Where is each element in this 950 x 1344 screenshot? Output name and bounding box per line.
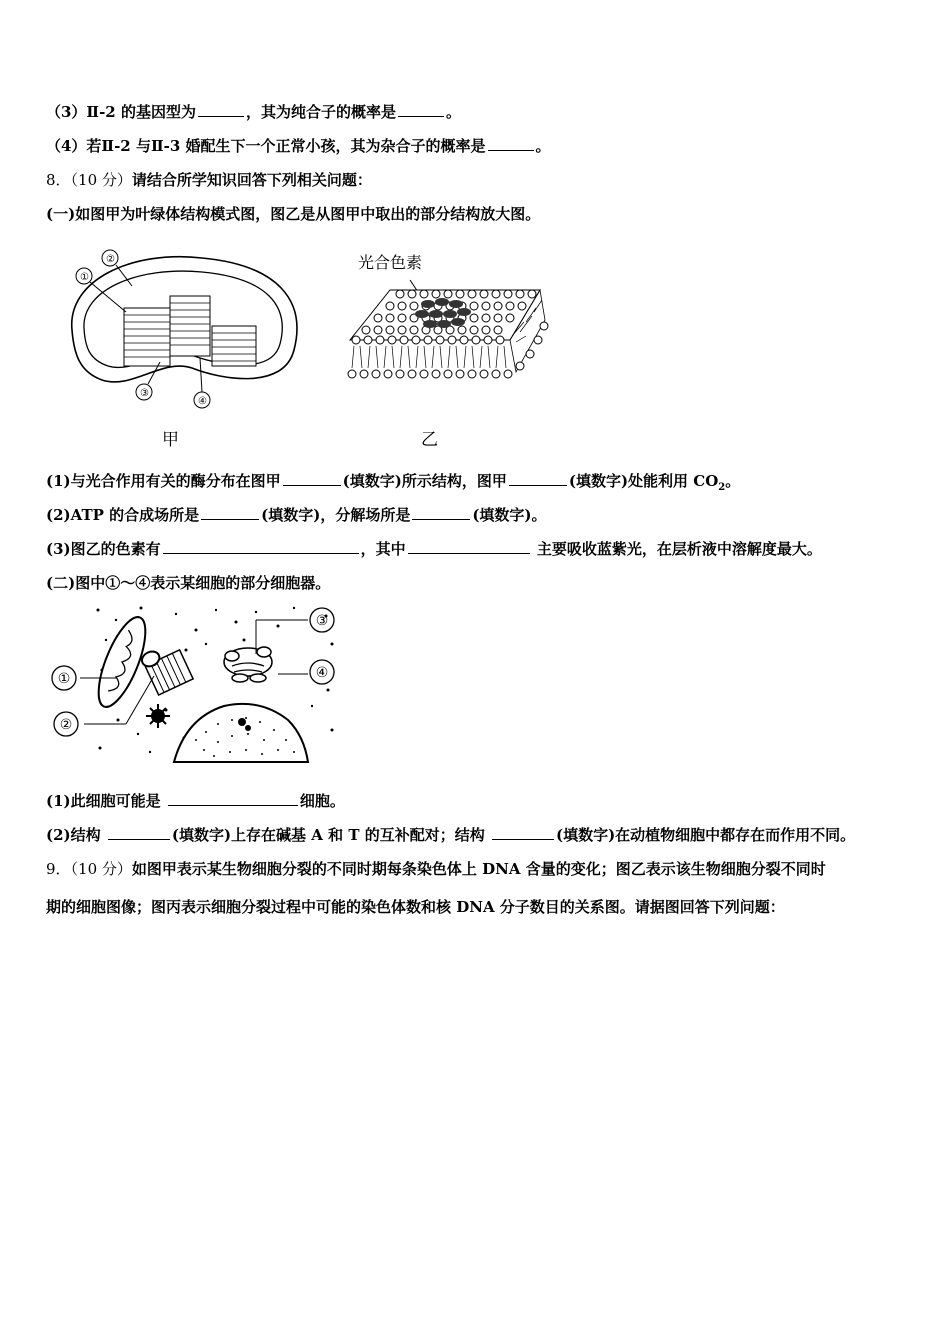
organelle-label-4: ④ (315, 665, 329, 681)
pigment-label: 光合色素 (358, 253, 423, 272)
figure-jia-label: 甲 (162, 430, 179, 450)
answer-blank[interactable] (108, 825, 170, 840)
label-4: ④ (198, 396, 207, 407)
answer-blank[interactable] (163, 539, 359, 554)
label-2: ② (106, 254, 115, 265)
chloroplast-figure (62, 240, 312, 415)
q8-sub3: (3)图乙的色素有 ，其中 主要吸收蓝紫光，在层析液中溶解度最大。 (46, 540, 822, 558)
organelle-label-2: ② (59, 717, 73, 733)
figure-yi-label: 乙 (421, 430, 438, 450)
cell-organelles-figure (46, 600, 346, 765)
answer-blank[interactable] (283, 471, 341, 486)
thylakoid-membrane-figure (340, 270, 555, 395)
label-1: ① (80, 272, 89, 283)
q9-stem-line2: 期的细胞图像；图丙表示细胞分裂过程中可能的染色体数和核 DNA 分子数目的关系图。请据图回答下列问题： (46, 898, 785, 916)
q8-sub2: (2)ATP 的合成场所是 (填数字)，分解场所是 (填数字)。 (46, 506, 547, 524)
q7-part4: （4）若Ⅱ-2 与Ⅱ-3 婚配生下一个正常小孩，其为杂合子的概率是 。 (46, 137, 551, 155)
answer-blank[interactable] (412, 505, 470, 520)
q8-stem: 8．（10 分）请结合所学知识回答下列相关问题： (46, 171, 372, 189)
q9-stem-line1: 9．（10 分）如图甲表示某生物细胞分裂的不同时期每条染色体上 DNA 含量的变化；图乙表示该生物细胞分裂不同时 (46, 860, 826, 878)
q8-part1-title: (一)如图甲为叶绿体结构模式图，图乙是从图甲中取出的部分结构放大图。 (46, 205, 541, 223)
answer-blank[interactable] (488, 136, 534, 151)
q8-part2-sub1: (1)此细胞可能是 细胞。 (46, 792, 345, 810)
q7-part3: （3）Ⅱ-2 的基因型为 ，其为纯合子的概率是 。 (46, 103, 461, 121)
label-3: ③ (140, 388, 149, 399)
q8-sub1: (1)与光合作用有关的酶分布在图甲 (填数字)所示结构，图甲 (填数字)处能利用 $CO_2$。 (46, 472, 741, 493)
q8-part2-sub2: (2)结构 (填数字)上存在碱基 A 和 T 的互补配对；结构 (填数字)在动植物细胞中都存在而作用不同。 (46, 826, 856, 844)
answer-blank[interactable] (201, 505, 259, 520)
answer-blank[interactable] (168, 791, 298, 806)
organelle-label-1: ① (57, 671, 71, 687)
answer-blank[interactable] (198, 102, 244, 117)
answer-blank[interactable] (398, 102, 444, 117)
organelle-label-3: ③ (315, 613, 329, 629)
q8-part2-title: (二)图中①～④表示某细胞的部分细胞器。 (46, 574, 331, 592)
answer-blank[interactable] (509, 471, 567, 486)
answer-blank[interactable] (408, 539, 530, 554)
answer-blank[interactable] (492, 825, 554, 840)
